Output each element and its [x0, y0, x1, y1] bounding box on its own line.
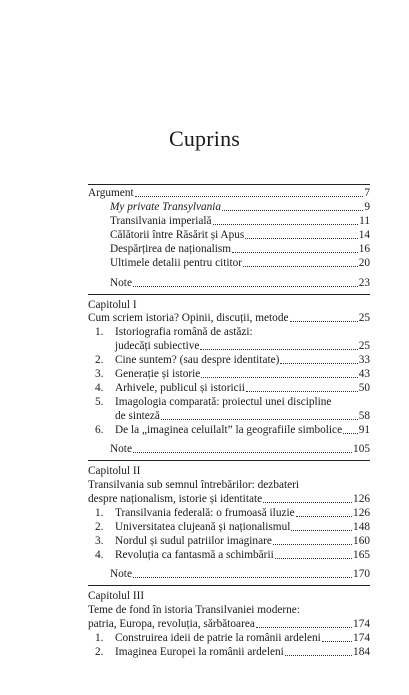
entry-page: 14 [358, 229, 370, 241]
entry-number: 3. [95, 368, 104, 380]
dot-leader [256, 627, 352, 628]
entry-title: Nordul și sudul patriilor imaginare [115, 535, 272, 547]
dot-leader [246, 391, 358, 392]
entry-number: 2. [95, 521, 104, 533]
dot-leader [243, 266, 358, 267]
toc-entry [95, 354, 370, 367]
dot-leader [222, 210, 363, 211]
entry-page: 165 [353, 549, 370, 561]
toc-entry-line [95, 326, 253, 339]
toc-entry [110, 243, 370, 256]
chapter-heading: Capitolul I [88, 299, 137, 311]
dot-leader [161, 419, 358, 420]
dot-leader [322, 641, 352, 642]
entry-page: 174 [353, 632, 370, 644]
entry-title: judecăți subiective [115, 340, 200, 352]
entry-title: Cine suntem? (sau despre identitate) [115, 354, 280, 366]
entry-page: 23 [358, 277, 370, 289]
dot-leader [213, 224, 359, 225]
entry-page: 20 [358, 257, 370, 269]
entry-title: Călătorii între Răsărit și Apus [110, 229, 245, 241]
entry-title: Generație și istorie [115, 368, 201, 380]
entry-title: Note [110, 568, 132, 580]
chapter-heading: Capitolul II [88, 465, 141, 477]
entry-title: My private Transylvania [110, 201, 222, 213]
toc-entry [115, 410, 370, 423]
entry-title: Note [110, 277, 132, 289]
toc-entry [95, 368, 370, 381]
entry-page: 105 [353, 443, 370, 455]
dot-leader [280, 363, 357, 364]
entry-title: Construirea ideii de patrie la românii ardeleni [115, 632, 321, 644]
section-divider [88, 184, 370, 185]
toc-entry [95, 424, 370, 437]
entry-number: 2. [95, 646, 104, 658]
chapter-title-line: Transilvania sub semnul întrebărilor: dezbateri [88, 479, 300, 491]
dot-leader [285, 655, 352, 656]
entry-title: Note [110, 443, 132, 455]
entry-page: 16 [358, 243, 370, 255]
entry-title: De la „imaginea celuilalt” la geografiile simbolice [115, 424, 343, 436]
page-title: Cuprins [168, 126, 241, 151]
entry-title: Revoluția ca fantasmă a schimbării [115, 549, 274, 561]
entry-title: Transilvania imperială [110, 215, 212, 227]
toc-entry-note [110, 568, 370, 581]
toc-entry-argument [88, 187, 370, 200]
toc-entry [95, 521, 370, 534]
entry-title: Arhivele, publicul și istoricii [115, 382, 245, 394]
dot-leader [296, 516, 352, 517]
entry-page: 148 [353, 521, 370, 533]
dot-leader [290, 321, 358, 322]
toc-entry [95, 646, 370, 659]
entry-page: 184 [353, 646, 370, 658]
toc-entry [110, 229, 370, 242]
entry-title: Despărțirea de naționalism [110, 243, 232, 255]
entry-page: 170 [353, 568, 370, 580]
entry-number: 1. [95, 632, 104, 644]
entry-number: 2. [95, 354, 104, 366]
entry-number: 4. [95, 382, 104, 394]
entry-page: 126 [353, 493, 370, 505]
entry-page: 91 [358, 424, 370, 436]
entry-page: 50 [358, 382, 370, 394]
dot-leader [133, 577, 352, 578]
entry-number: 3. [95, 535, 104, 547]
toc-entry [95, 632, 370, 645]
entry-page: 126 [353, 507, 370, 519]
toc-entry [110, 215, 370, 228]
dot-leader [245, 238, 357, 239]
dot-leader [275, 558, 352, 559]
dot-leader [232, 252, 358, 253]
entry-page: 9 [364, 201, 370, 213]
dot-leader [263, 502, 352, 503]
chapter-heading: Capitolul III [88, 590, 145, 602]
entry-title: Imaginea Europei la românii ardeleni [115, 646, 284, 658]
entry-title: Ultimele detalii pentru cititor [110, 257, 243, 269]
entry-title: Istoriografia română de astăzi: [115, 326, 253, 338]
toc-entry [115, 340, 370, 353]
toc-entry [95, 507, 370, 520]
dot-leader [201, 377, 357, 378]
toc-entry [110, 257, 370, 270]
toc-entry [95, 535, 370, 548]
entry-title: Imagologia comparată: proiectul unei discipline [115, 396, 332, 408]
entry-page: 33 [358, 354, 370, 366]
dot-leader [133, 452, 352, 453]
toc-entry-note [110, 277, 370, 290]
entry-title: Cum scriem istoria? Opinii, discuții, metode [88, 312, 289, 324]
entry-title: Universitatea clujeană și naționalismul [115, 521, 291, 533]
section-divider [88, 460, 370, 461]
entry-page: 25 [358, 312, 370, 324]
entry-title: de sinteză [115, 410, 160, 422]
dot-leader [200, 349, 357, 350]
entry-page: 43 [358, 368, 370, 380]
dot-leader [135, 196, 364, 197]
dot-leader [133, 286, 358, 287]
entry-page: 25 [358, 340, 370, 352]
entry-page: 174 [353, 618, 370, 630]
entry-number: 1. [95, 326, 104, 338]
entry-title: patria, Europa, revoluția, sărbătoarea [88, 618, 255, 630]
section-divider [88, 585, 370, 586]
entry-title: Argument [88, 187, 134, 199]
toc-entry [110, 201, 370, 214]
chapter-title-line: Teme de fond în istoria Transilvaniei moderne: [88, 604, 300, 616]
toc-entry-note [110, 443, 370, 456]
entry-title: Transilvania federală: o frumoasă iluzie [115, 507, 295, 519]
toc-entry [95, 382, 370, 395]
entry-page: 58 [358, 410, 370, 422]
entry-number: 1. [95, 507, 104, 519]
entry-number: 6. [95, 424, 104, 436]
dot-leader [273, 544, 352, 545]
entry-page: 7 [364, 187, 370, 199]
toc-entry [95, 549, 370, 562]
entry-page: 11 [359, 215, 370, 227]
toc-entry-line [95, 396, 331, 409]
chapter-title [88, 493, 370, 506]
entry-title: despre naționalism, istorie și identitate [88, 493, 263, 505]
entry-number: 4. [95, 549, 104, 561]
chapter-title [88, 312, 370, 325]
entry-page: 160 [353, 535, 370, 547]
entry-number: 5. [95, 396, 104, 408]
chapter-title [88, 618, 370, 631]
dot-leader [291, 530, 352, 531]
dot-leader [343, 433, 358, 434]
section-divider [88, 294, 370, 295]
